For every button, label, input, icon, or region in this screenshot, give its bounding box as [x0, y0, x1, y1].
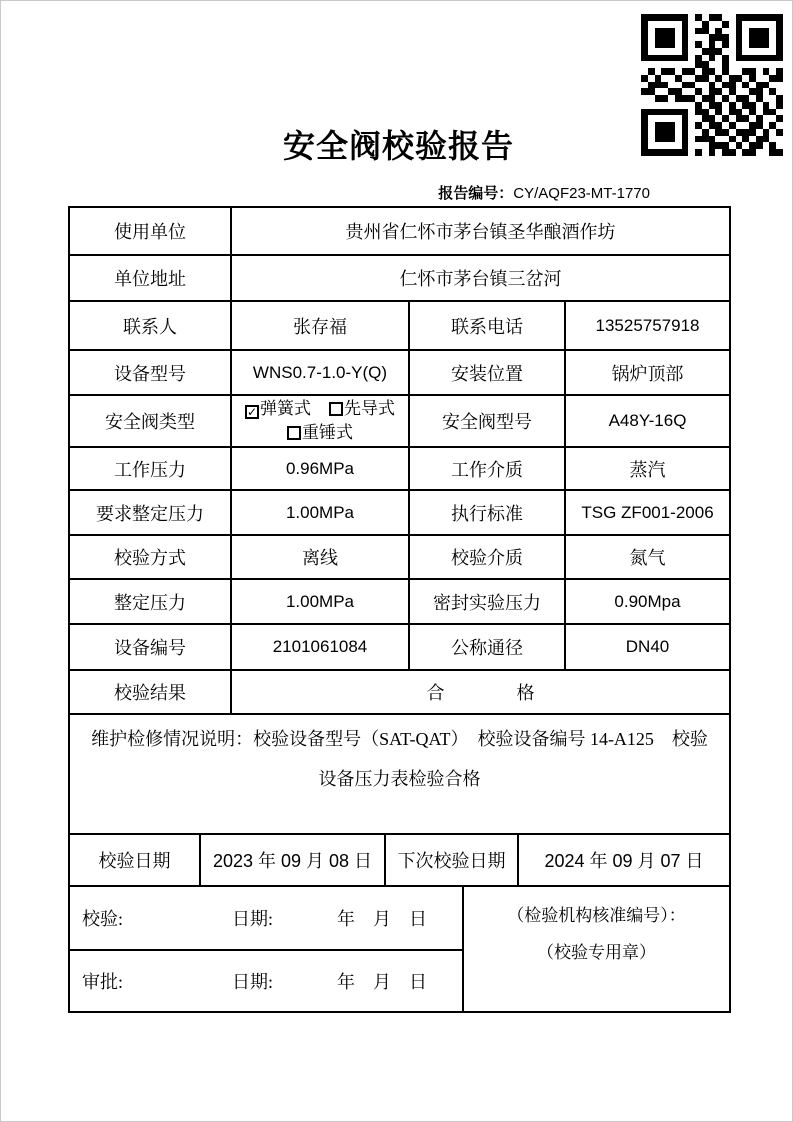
contact-value: 张存福 — [231, 301, 409, 350]
org-approval-number-label: （检验机构核准编号）： — [507, 906, 686, 925]
standard-value: TSG ZF001-2006 — [565, 490, 730, 535]
use-unit-value: 贵州省仁怀市茅台镇圣华酿酒作坊 — [231, 207, 730, 255]
table-row — [69, 579, 730, 624]
option-lever-label: 重锤式 — [302, 423, 353, 442]
seal-test-pressure-label: 密封实验压力 — [409, 579, 565, 624]
table-row — [69, 490, 730, 535]
verifier-date-label: 日期: — [232, 909, 274, 929]
next-date-label: 下次校验日期 — [385, 834, 518, 886]
valve-type-label: 安全阀类型 — [69, 395, 231, 447]
calibration-method-value: 离线 — [231, 535, 409, 579]
table-row — [69, 255, 730, 301]
install-position-label: 安装位置 — [409, 350, 565, 395]
device-number-label: 设备编号 — [69, 624, 231, 670]
unit-address-label: 单位地址 — [69, 255, 231, 301]
calibration-method-label: 校验方式 — [69, 535, 231, 579]
signature-table — [68, 885, 731, 1013]
maintenance-note-line2: 设备压力表检验合格 — [318, 769, 481, 789]
device-model-value: WNS0.7-1.0-Y(Q) — [231, 350, 409, 395]
table-row — [69, 535, 730, 579]
table-row — [69, 886, 730, 950]
org-seal-cell — [463, 886, 730, 1012]
calibration-date-value: 2023 年 09 月 08 日 — [200, 834, 385, 886]
table-row — [69, 207, 730, 255]
table-row — [69, 834, 730, 886]
table-row — [69, 670, 730, 714]
approver-ymd: 年 月 日 — [337, 972, 427, 992]
checkbox-pilot-icon — [329, 402, 343, 416]
option-spring-label: 弹簧式 — [260, 399, 311, 418]
work-medium-value: 蒸汽 — [565, 447, 730, 490]
table-row — [69, 624, 730, 670]
valve-model-label: 安全阀型号 — [409, 395, 565, 447]
approver-label: 审批: — [82, 972, 124, 992]
table-row — [69, 350, 730, 395]
calibration-medium-value: 氮气 — [565, 535, 730, 579]
work-medium-label: 工作介质 — [409, 447, 565, 490]
table-row — [69, 301, 730, 350]
contact-label: 联系人 — [69, 301, 231, 350]
org-seal-label: （校验专用章） — [537, 943, 656, 962]
verifier-sign-cell — [69, 886, 463, 950]
work-pressure-label: 工作压力 — [69, 447, 231, 490]
maintenance-note-line1: 维护检修情况说明：校验设备型号（SAT-QAT） 校验设备编号 14-A125 校验 — [91, 729, 708, 749]
table-row — [69, 395, 730, 447]
valve-type-options — [231, 395, 409, 447]
report-title: 安全阀校验报告 — [282, 128, 514, 164]
nominal-diameter-label: 公称通径 — [409, 624, 565, 670]
approver-sign-cell — [69, 950, 463, 1012]
verifier-ymd: 年 月 日 — [337, 909, 427, 929]
table-row — [69, 714, 730, 834]
checkbox-spring-checked-icon: ✓ — [247, 405, 258, 419]
standard-label: 执行标准 — [409, 490, 565, 535]
checkbox-lever-icon — [287, 426, 301, 440]
report-number-line — [438, 182, 650, 203]
verifier-label: 校验: — [82, 909, 124, 929]
set-pressure-value: 1.00MPa — [231, 579, 409, 624]
work-pressure-value: 0.96MPa — [231, 447, 409, 490]
report-number-label: 报告编号： — [438, 186, 514, 202]
phone-label: 联系电话 — [409, 301, 565, 350]
report-table — [68, 206, 729, 1013]
device-model-label: 设备型号 — [69, 350, 231, 395]
report-number-value: CY/AQF23-MT-1770 — [513, 185, 650, 202]
nominal-diameter-value: DN40 — [565, 624, 730, 670]
use-unit-label: 使用单位 — [69, 207, 231, 255]
table-row — [69, 447, 730, 490]
valve-model-value: A48Y-16Q — [565, 395, 730, 447]
approver-date-label: 日期: — [232, 972, 274, 992]
dates-table — [68, 833, 731, 887]
set-pressure-label: 整定压力 — [69, 579, 231, 624]
maintenance-note — [69, 714, 730, 834]
install-position-value: 锅炉顶部 — [565, 350, 730, 395]
required-set-pressure-label: 要求整定压力 — [69, 490, 231, 535]
option-pilot-label: 先导式 — [344, 399, 395, 418]
unit-address-value: 仁怀市茅台镇三岔河 — [231, 255, 730, 301]
calibration-medium-label: 校验介质 — [409, 535, 565, 579]
result-label: 校验结果 — [69, 670, 231, 714]
required-set-pressure-value: 1.00MPa — [231, 490, 409, 535]
next-date-value: 2024 年 09 月 07 日 — [518, 834, 730, 886]
device-number-value: 2101061084 — [231, 624, 409, 670]
info-table — [68, 206, 731, 835]
calibration-date-label: 校验日期 — [69, 834, 200, 886]
result-value: 合 格 — [231, 670, 730, 714]
seal-test-pressure-value: 0.90Mpa — [565, 579, 730, 624]
phone-value: 13525757918 — [565, 301, 730, 350]
